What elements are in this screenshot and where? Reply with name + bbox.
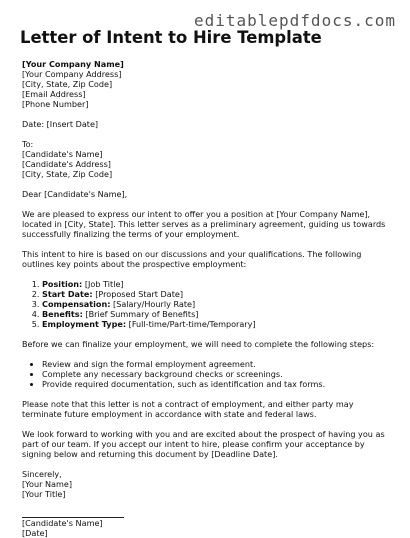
- salutation: [22, 189, 398, 199]
- sender-email: [Email Address]: [22, 89, 86, 99]
- term-label: Position:: [42, 279, 83, 289]
- candidate-signature-date: [Date]: [22, 528, 48, 538]
- date-text: Date: [Insert Date]: [22, 119, 99, 129]
- terms-intro-line: outlines key points about the prospective employment:: [22, 259, 247, 269]
- intro-paragraph: [22, 209, 398, 239]
- disclaimer-paragraph: [22, 399, 398, 419]
- closing-paragraph: [22, 429, 398, 459]
- sender-company-name: [Your Company Name]: [22, 59, 124, 69]
- step-item: • Complete any necessary background checks or screenings.: [42, 369, 398, 379]
- intro-line: located in [City, State]. This letter serves as a preliminary agreement, guiding us towards: [22, 219, 386, 229]
- term-item-position: [42, 279, 398, 289]
- term-value: [Full-time/Part-time/Temporary]: [126, 319, 256, 329]
- sender-city: [City, State, Zip Code]: [22, 79, 113, 89]
- salutation-text: Dear [Candidate's Name],: [22, 189, 128, 199]
- recipient-address: [Candidate's Address]: [22, 159, 111, 169]
- sender-phone: [Phone Number]: [22, 99, 89, 109]
- recipient-block: [22, 139, 398, 179]
- term-item-employment-type: [42, 319, 398, 329]
- candidate-signature-block: [22, 518, 398, 538]
- step-item: • Review and sign the formal employment agreement.: [42, 359, 398, 369]
- recipient-to-label: To:: [22, 139, 34, 149]
- sender-block: [22, 59, 398, 109]
- letter-body: [22, 59, 398, 538]
- sender-address: [Your Company Address]: [22, 69, 122, 79]
- closing-line: part of our team. If you accept our intent to hire, please confirm your acceptance by: [22, 439, 365, 449]
- date-line: [22, 119, 398, 129]
- term-value: [Proposed Start Date]: [92, 289, 184, 299]
- intro-line: successfully finalizing the terms of your employment.: [22, 229, 240, 239]
- candidate-signature-name: [Candidate's Name]: [22, 518, 103, 528]
- term-value: [Salary/Hourly Rate]: [110, 299, 196, 309]
- term-label: Compensation:: [42, 299, 111, 309]
- page-title: Letter of Intent to Hire Template: [20, 28, 322, 47]
- step-item: • Provide required documentation, such as identification and tax forms.: [42, 379, 398, 389]
- next-steps-list: [22, 359, 398, 389]
- closing-line: signing below and returning this document by [Deadline Date].: [22, 449, 278, 459]
- closing-line: We look forward to working with you and are excited about the prospect of having you as: [22, 429, 385, 439]
- signer-title: [Your Title]: [22, 489, 66, 499]
- site-watermark: editablepdfdocs.com: [193, 11, 396, 30]
- term-value: [Brief Summary of Benefits]: [82, 309, 199, 319]
- disclaimer-line: Please note that this letter is not a contract of employment, and either party may: [22, 399, 354, 409]
- term-label: Employment Type:: [42, 319, 127, 329]
- disclaimer-line: terminate future employment in accordance with state and federal laws.: [22, 409, 317, 419]
- intro-line: We are pleased to express our intent to offer you a position at [Your Company Name],: [22, 209, 371, 219]
- term-item-compensation: [42, 299, 398, 309]
- sign-off-block: [22, 469, 398, 499]
- terms-intro-line: This intent to hire is based on our discussions and your qualifications. The following: [22, 249, 362, 259]
- sign-off-text: Sincerely,: [22, 469, 62, 479]
- recipient-name: [Candidate's Name]: [22, 149, 103, 159]
- term-label: Benefits:: [42, 309, 83, 319]
- signature-line[interactable]: [22, 499, 124, 518]
- term-label: Start Date:: [42, 289, 93, 299]
- recipient-city: [City, State, Zip Code]: [22, 169, 113, 179]
- steps-intro-line: Before we can finalize your employment, we will need to complete the following steps:: [22, 339, 375, 349]
- term-value: [Job Title]: [82, 279, 124, 289]
- signer-name: [Your Name]: [22, 479, 73, 489]
- term-item-start-date: [42, 289, 398, 299]
- employment-terms-list: [22, 279, 398, 329]
- steps-intro-paragraph: [22, 339, 398, 349]
- terms-intro-paragraph: [22, 249, 398, 269]
- term-item-benefits: [42, 309, 398, 319]
